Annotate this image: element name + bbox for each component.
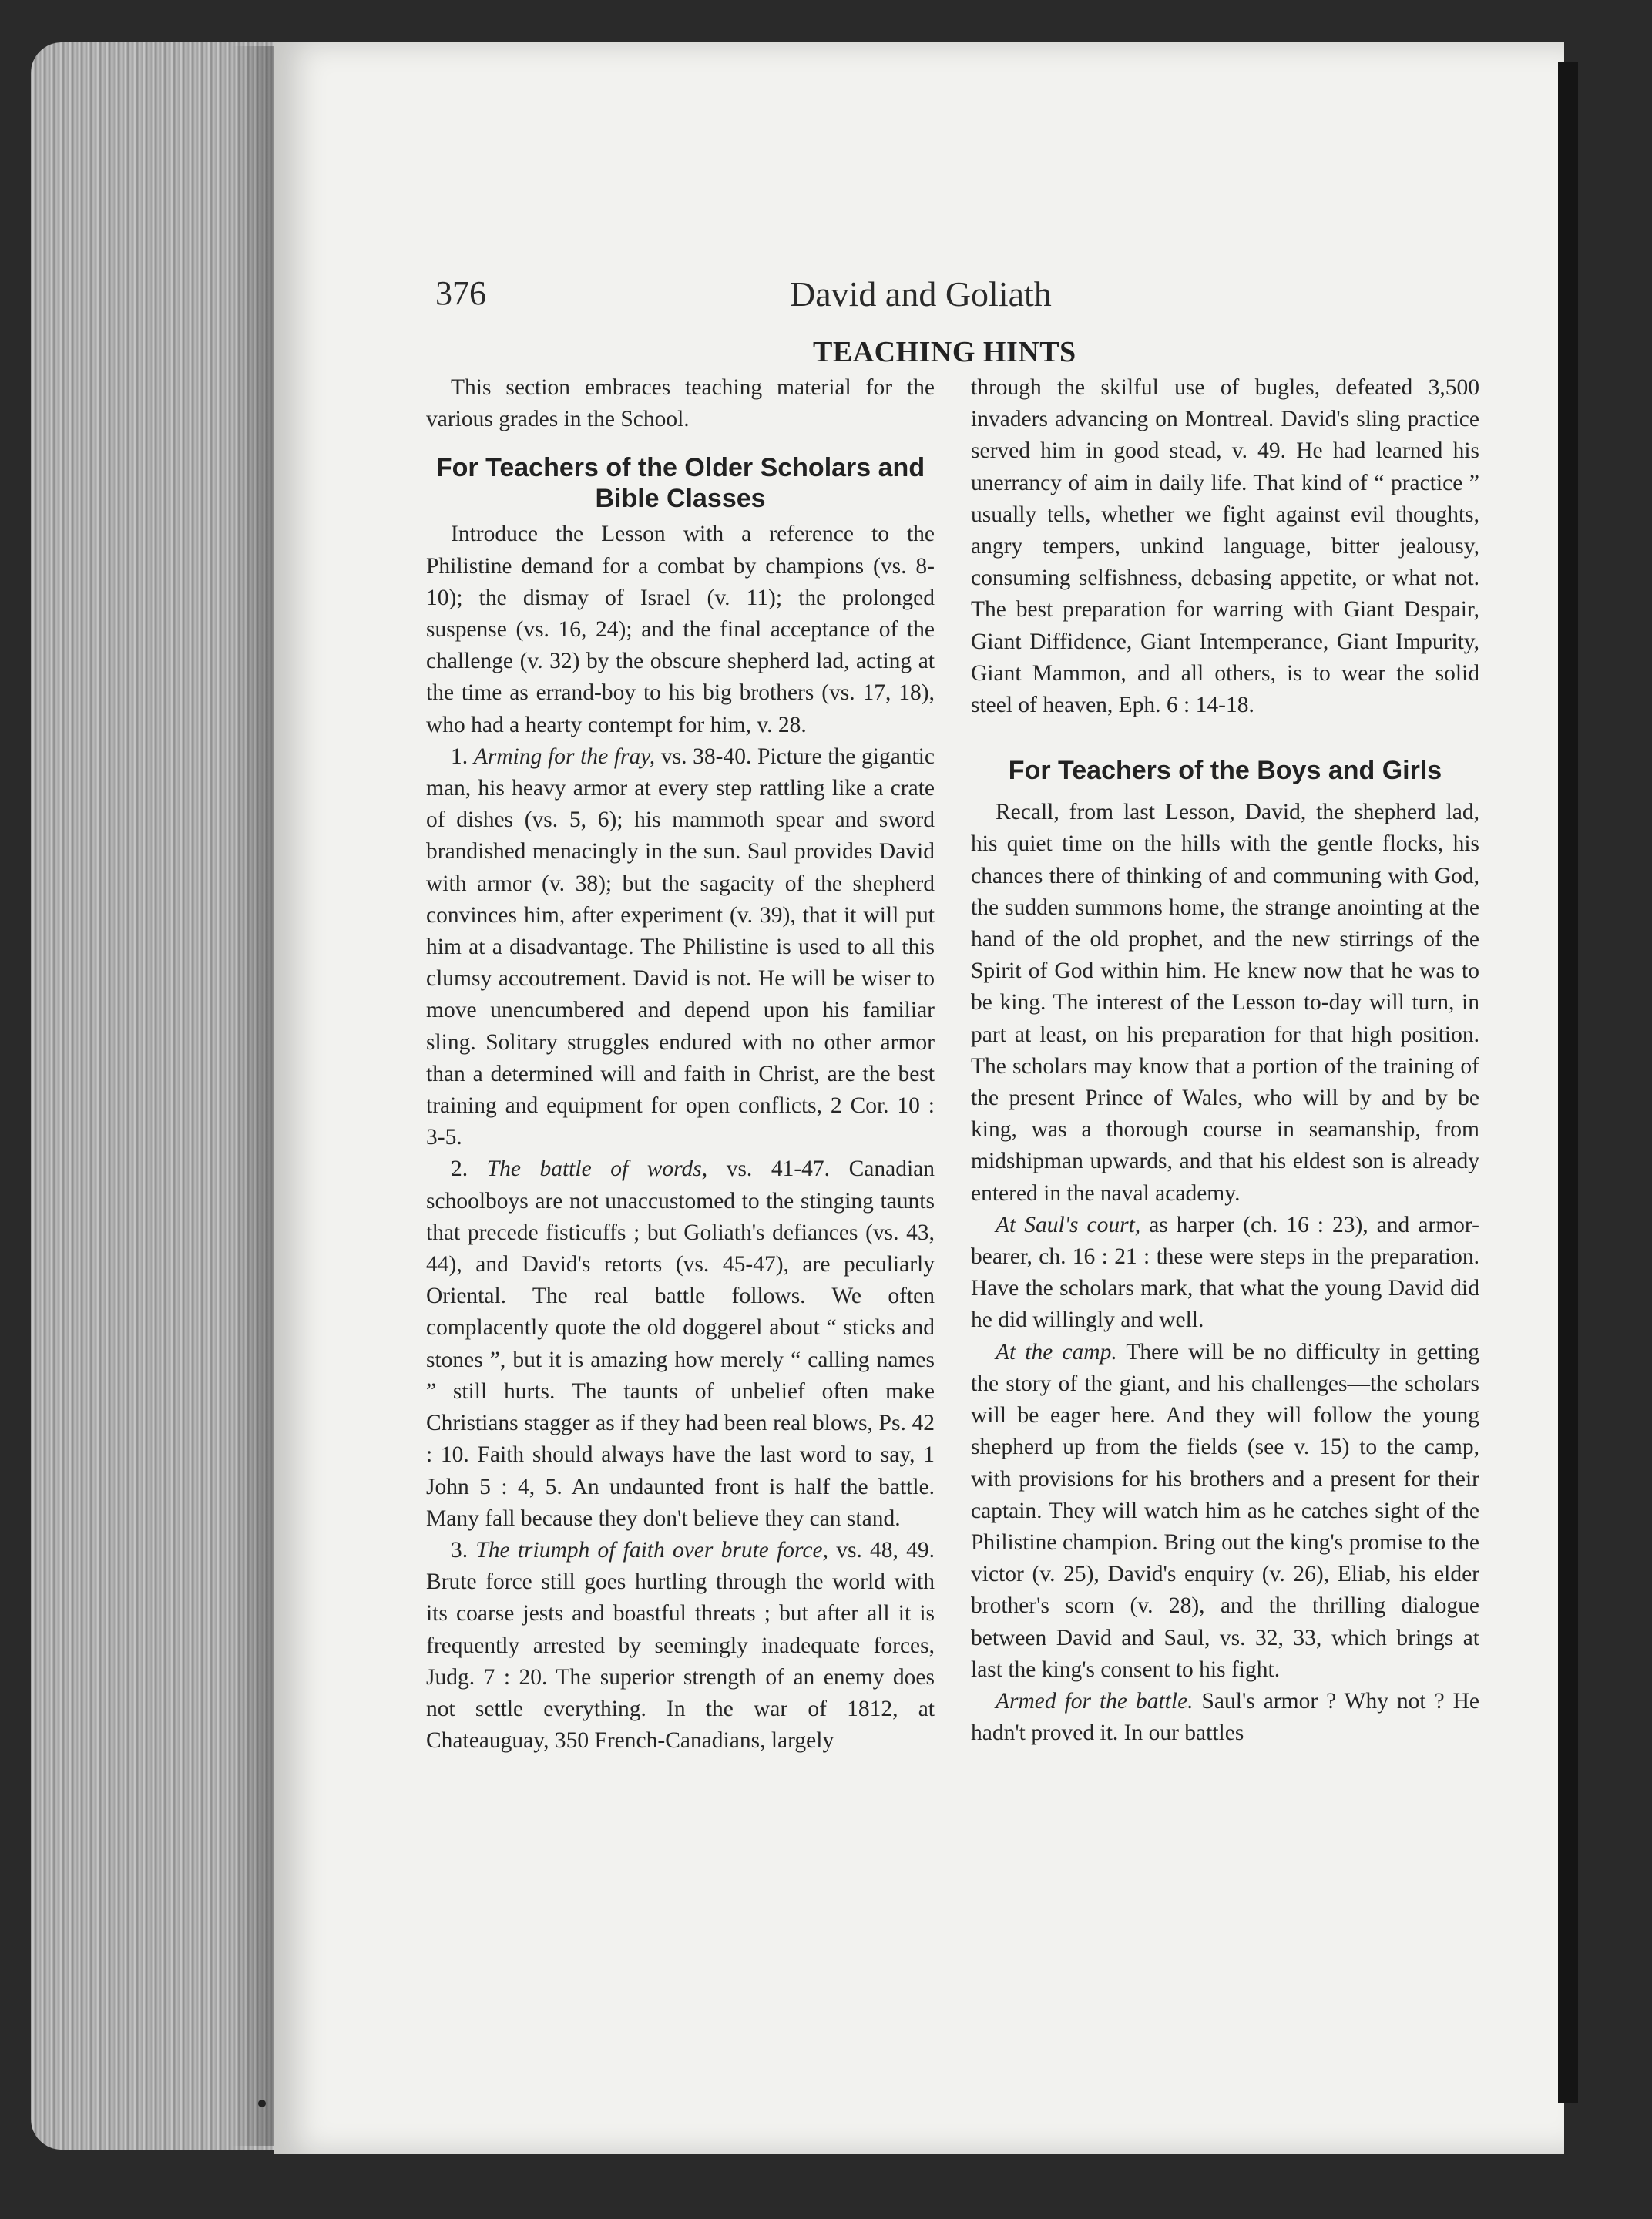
paragraph-sauls-court: [971, 1210, 1479, 1337]
older-scholars-heading: For Teachers of the Older Scholars and Bible Classes: [435, 453, 925, 514]
page-number: 376: [435, 274, 486, 312]
boys-and-girls-heading: For Teachers of the Boys and Girls: [1008, 756, 1442, 786]
ink-dot: [258, 2100, 266, 2107]
point-number: 3.: [451, 1537, 468, 1563]
paragraph-text: Saul's armor ? Why not ? He hadn't proved it. In our battles: [971, 1688, 1480, 1746]
paragraph-text: vs. 48, 49. Brute force still goes hurtling through the world with its coarse jests and boastful threats ; but after all it is frequently arrested by seemingly inadequate forces, Judg. 7 : 20. The superior strength of an enemy does not settle everything. In the war of 1812, at Chateauguay, 350 French-Canadians, largely: [426, 1537, 935, 1754]
book-page: [274, 42, 1564, 2154]
paragraph-recall: Recall, from last Lesson, David, the shepherd lad, his quiet time on the hills with the gentle flocks, his chances there of thinking of and communing with God, the sudden summons home, the strange anointing at the hand of the old prophet, and the new stirrings of the Spirit of God within him. He knew now that he was to be king. The interest of the Lesson to-day will turn, in part at least, on his preparation for that high position. The scholars may know that a portion of the training of the present Prince of Wales, who will by and by be king, was a thorough course in seamanship, from midshipman upwards, and that his eldest son is already entered in the naval academy.: [971, 800, 1479, 1206]
italic-phrase: At the camp.: [996, 1339, 1117, 1365]
italic-phrase: The triumph of faith over brute force,: [475, 1537, 828, 1563]
intro-paragraph: This section embraces teaching material for the various grades in the School.: [426, 375, 935, 432]
point-number: 1.: [451, 744, 468, 769]
paragraph-text: vs. 38-40. Picture the gigantic man, his heavy armor at every step rattling like a crate of dishes (vs. 5, 6); his mammoth spear and sword brandished menacingly in the sun. Saul provides David with armor (v. 38); but the sagacity of the shepherd convinces him, after experiment (v. 39), that it will put him at a disadvantage. The Philistine is used to all this clumsy accoutrement. David is not. He will be wiser to move unencumbered and depend upon his familiar sling. Solitary struggles endured with no other armor than a determined will and faith in Christ, are the best training and equipment for open conflicts, 2 Cor. 10 : 3-5.: [426, 744, 935, 1150]
paragraph-introduce: Introduce the Lesson with a reference to the Philistine demand for a combat by champions (vs. 8-10); the dismay of Israel (v. 11); the prolonged suspense (vs. 16, 24); and the final acceptance of the challenge (v. 32) by the obscure shepherd lad, acting at the time as errand-boy to his big brothers (vs. 17, 18), who had a hearty contempt for him, v. 28.: [426, 522, 935, 737]
paragraph-text: vs. 41-47. Canadian schoolboys are not unaccustomed to the stinging taunts that precede fisticuffs ; but Goliath's defiances (vs. 43, 44), and David's retorts (vs. 45-47), are peculiarly Oriental. The real battle follows. We often complacently quote the old doggerel about “ sticks and stones ”, but it is amazing how merely “ calling names ” still hurts. The taunts of unbelief often make Christians stagger as if they had been real blows, Ps. 42 : 10. Faith should always have the last word to say, 1 John 5 : 4, 5. An undaunted front is half the battle. Many fall because they don't believe they can stand.: [426, 1156, 935, 1531]
paragraph-arming: [426, 741, 935, 1154]
paragraph-triumph-of-faith: [426, 1535, 935, 1757]
right-column: [971, 372, 1479, 1749]
italic-phrase: At Saul's court,: [996, 1212, 1141, 1237]
paragraph-camp: [971, 1337, 1479, 1686]
italic-phrase: The battle of words,: [486, 1156, 708, 1182]
left-column: [426, 372, 935, 1757]
paragraph-text: There will be no difficulty in getting the story of the giant, and his challenges—the scholars will be eager here. And they will follow the young shepherd up from the fields (see v. 15) to the camp, with provisions for his brothers and a present for their captain. They will watch him as he catches sight of the Philistine champion. Bring out the king's promise to the victor (v. 25), David's enquiry (v. 26), Eliab, his elder brother's scorn (v. 28), and the thrilling dialogue between David and Saul, vs. 32, 33, which brings at last the king's consent to his fight.: [971, 1339, 1480, 1682]
paragraph-armed: [971, 1686, 1479, 1749]
italic-phrase: Arming for the fray,: [473, 744, 656, 769]
italic-phrase: Armed for the battle.: [996, 1688, 1194, 1714]
point-number: 2.: [451, 1156, 468, 1182]
paragraph-continued: through the skilful use of bugles, defeated 3,500 invaders advancing on Montreal. David's sling practice served him in good stead, v. 49. He had learned his unerrancy of aim in daily life. That kind of “ practice ” usually tells, whether we fight against evil thoughts, angry tempers, unkind language, bitter jealousy, consuming selfishness, debasing appetite, or what not. The best preparation for warring with Giant Despair, Giant Diffidence, Giant Intemperance, Giant Impurity, Giant Mammon, and all others, is to wear the solid steel of heaven, Eph. 6 : 14-18.: [971, 375, 1479, 718]
section-title: TEACHING HINTS: [813, 336, 1076, 368]
paragraph-text: as harper (ch. 16 : 23), and armor-bearer, ch. 16 : 21 : these were steps in the preparation. Have the scholars mark, that what the young David did he did willingly and well.: [971, 1212, 1479, 1333]
running-head: [274, 274, 1564, 320]
paragraph-battle-of-words: [426, 1153, 935, 1534]
running-title: David and Goliath: [790, 274, 1052, 314]
next-page-edge: [1558, 62, 1578, 2103]
